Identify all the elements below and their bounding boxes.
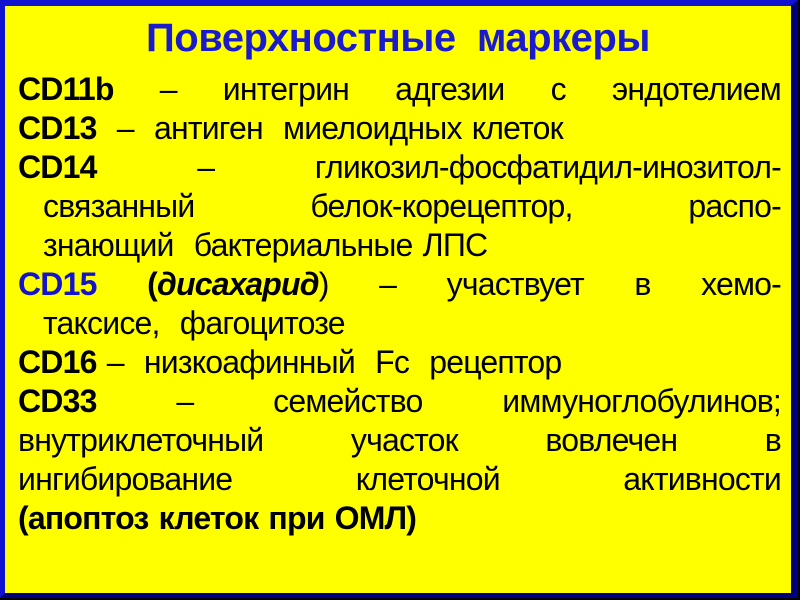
cd33-description-cont-2: ингибирование клеточной активности (18, 461, 781, 497)
slide-body (18, 70, 781, 538)
marker-line-cd33-cont-1 (18, 421, 781, 460)
marker-line-cd33 (18, 382, 781, 421)
cd16-label: CD16 (18, 344, 97, 380)
cd15-description: ) – участвует в хемо- (318, 266, 782, 302)
marker-line-cd15 (18, 265, 781, 304)
cd13-description: – антиген миелоидных клеток (96, 110, 563, 146)
marker-line-cd14-cont-2 (18, 226, 781, 265)
cd11b-label: CD11b (18, 71, 114, 107)
cd16-description: – низкоафинный Fc рецептор (96, 344, 562, 380)
cd14-description: – гликозил-фосфатидил-инозитол- (96, 149, 781, 185)
cd13-label: CD13 (18, 110, 97, 146)
marker-line-cd14 (18, 148, 781, 187)
marker-line-cd11b (18, 70, 781, 109)
cd33-description-cont-1: внутриклеточный участок вовлечен в (18, 422, 781, 458)
cd15-description-end: таксисе, фагоцитозе (43, 305, 345, 341)
cd15-paren-open: ( (96, 266, 157, 302)
cd15-disaccharide: дисахарид (157, 266, 319, 302)
cd33-apoptosis-note: (апоптоз клеток при ОМЛ) (18, 500, 417, 536)
marker-line-cd16 (18, 343, 781, 382)
marker-line-cd13 (18, 109, 781, 148)
marker-line-cd33-cont-2 (18, 460, 781, 499)
cd33-description: – семейство иммуноглобулинов; (96, 383, 781, 419)
cd14-label: CD14 (18, 149, 97, 185)
slide-title: Поверхностные маркеры (146, 16, 650, 60)
cd15-label: CD15 (18, 266, 97, 302)
cd14-description-end: знающий бактериальные ЛПС (43, 227, 488, 263)
cd14-description-cont: связанный белок-корецептор, распо- (43, 188, 781, 224)
marker-line-cd15-cont (18, 304, 781, 343)
cd33-label: CD33 (18, 383, 97, 419)
marker-line-cd33-apoptosis (18, 499, 781, 538)
marker-line-cd14-cont-1 (18, 187, 781, 226)
cd11b-description: – интегрин адгезии с эндотелием (113, 71, 781, 107)
